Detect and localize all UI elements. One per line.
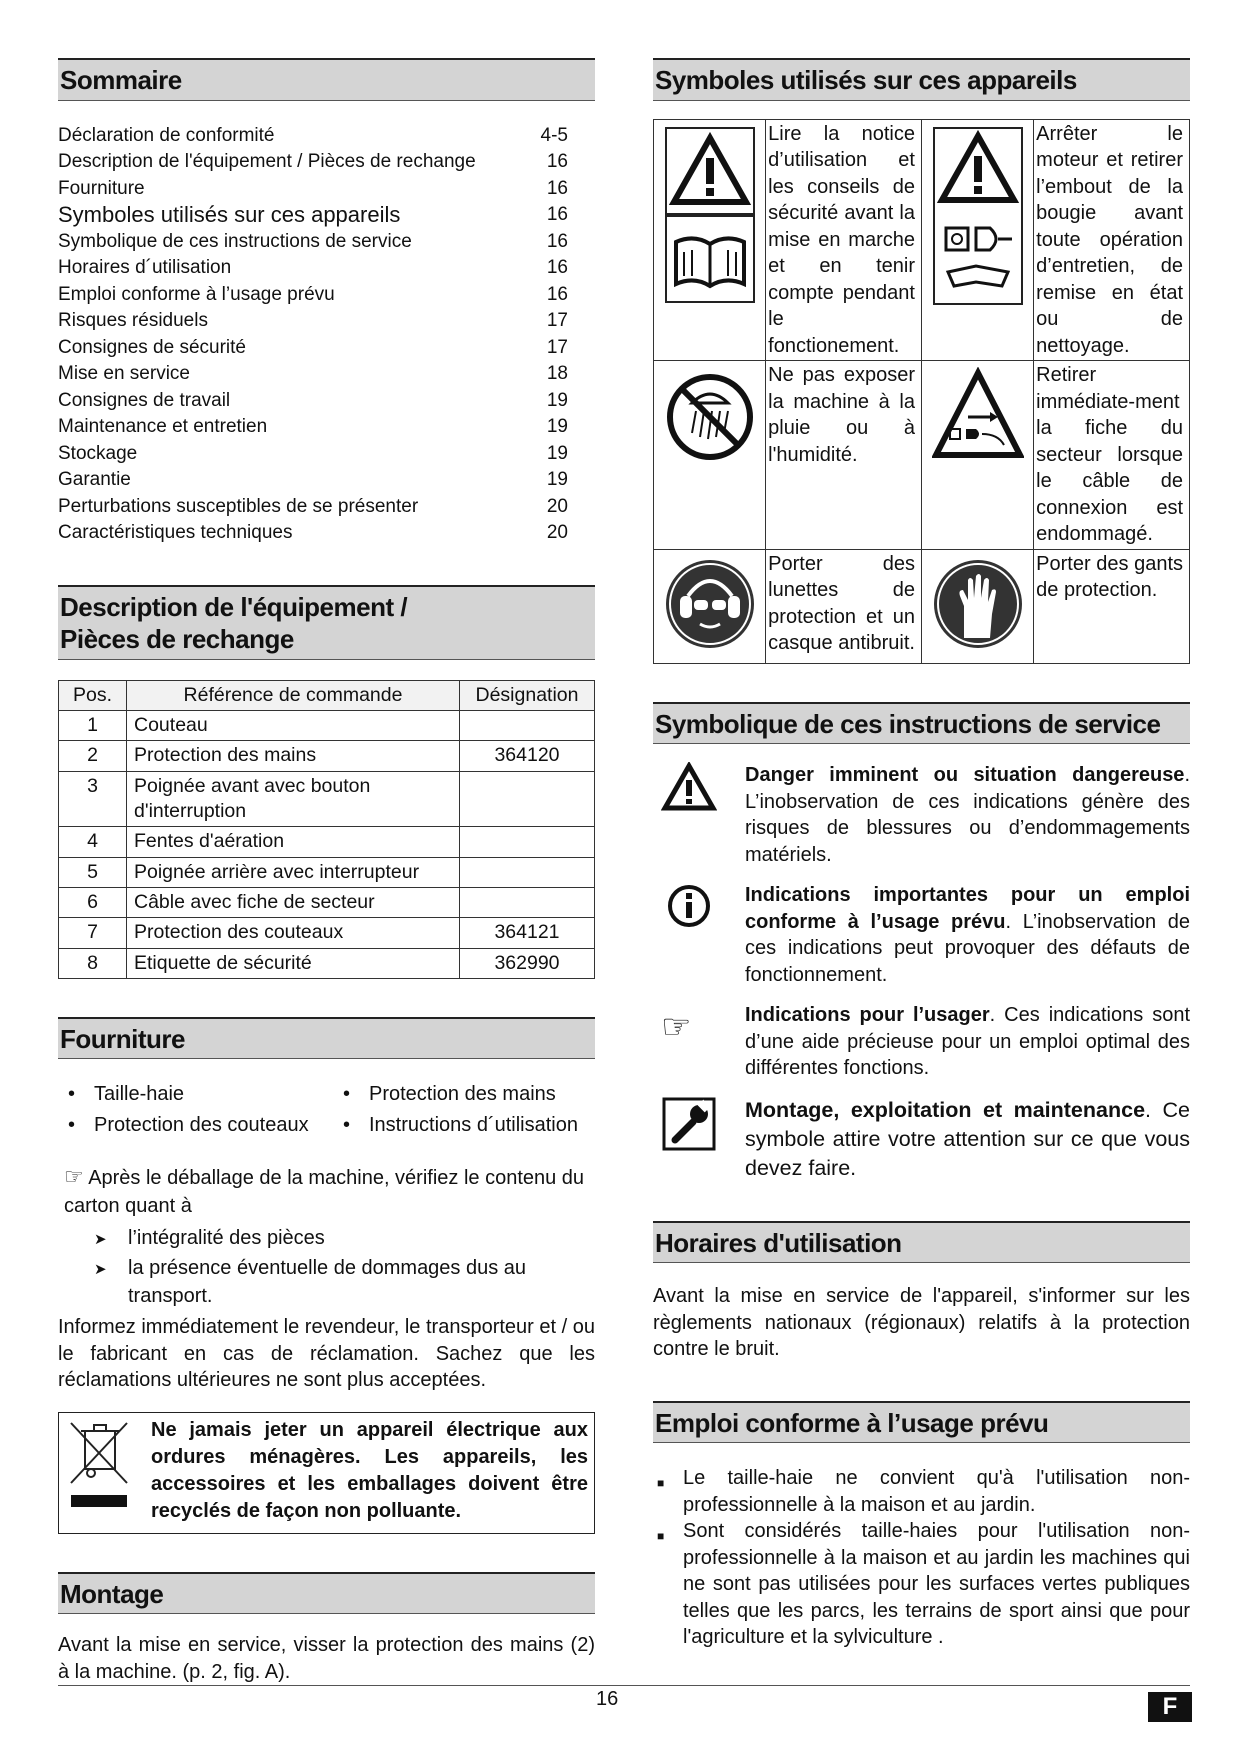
list-item: • Instructions d´utilisation bbox=[343, 1114, 578, 1137]
info-icon bbox=[653, 882, 745, 988]
symbols-table bbox=[653, 119, 1190, 664]
weee-notice-box: Ne jamais jeter un appareil électrique aux ordures ménagères. Les appareils, les accessoires et les emballages doivent être recyclés de façon non polluante. bbox=[58, 1412, 595, 1534]
description-heading: Description de l'équipement / Pièces de rechange bbox=[58, 585, 595, 660]
table-row: 7 Protection des couteaux 364121 bbox=[59, 918, 595, 948]
supply-list bbox=[68, 1079, 595, 1141]
horaires-heading: Horaires d'utilisation bbox=[653, 1221, 1190, 1264]
toc-entry[interactable]: Emploi conforme à l’usage prévu 16 bbox=[58, 283, 568, 305]
claim-notice: Informez immédiatement le revendeur, le transporteur et / ou le fabricant en cas de réclamation. Sachez que les réclamations ultérieures ne sont plus acceptées. bbox=[58, 1316, 595, 1392]
symboles-heading: Symboles utilisés sur ces appareils bbox=[653, 58, 1190, 101]
montage-text: Avant la mise en service, visser la protection des mains (2) à la machine. (p. 2, fig. A). bbox=[58, 1634, 595, 1683]
pointing-hand-icon: ☞ bbox=[661, 1008, 692, 1046]
toc-entry[interactable]: Horaires d´utilisation 16 bbox=[58, 257, 568, 278]
pointing-hand-icon: ☞ bbox=[64, 1164, 84, 1190]
table-row: 6 Câble avec fiche de secteur bbox=[59, 887, 595, 917]
toc-entry[interactable]: Stockage 19 bbox=[58, 442, 568, 464]
page-number: 16 bbox=[596, 1688, 619, 1710]
column-header-des: Désignation bbox=[460, 680, 595, 710]
toc-entry[interactable]: Description de l'équipement / Pièces de rechange 16 bbox=[58, 151, 568, 172]
unplug-warning-icon bbox=[932, 450, 1024, 472]
unpacking-note: ☞ Après le déballage de la machine, vérifiez le contenu du carton quant à bbox=[64, 1164, 585, 1218]
left-column bbox=[58, 58, 595, 1685]
table-row: 3 Poignée avant avec bouton d'interruption bbox=[59, 771, 595, 827]
footer-rule bbox=[58, 1685, 1190, 1686]
table-row: Porter des lunettes de protection et un casque antibruit. Porter des gants de protection. bbox=[654, 549, 1190, 663]
list-item: Danger imminent ou situation dangereuse. L’inobservation de ces indications génère des risques de blessures ou d’endommagements matériels. bbox=[653, 762, 1190, 868]
list-item: ☞ Indications pour l’usager. Ces indications sont d’une aide précieuse pour un emploi optimal des différentes fonctions. bbox=[653, 1002, 1190, 1082]
toc-entry[interactable]: Fourniture 16 bbox=[58, 177, 568, 199]
toc-entry[interactable]: Perturbations susceptibles de se présenter 20 bbox=[58, 495, 568, 517]
right-column bbox=[653, 58, 1190, 1651]
horaires-text: Avant la mise en service de l'appareil, s'informer sur les règlements nationaux (régionaux) relatifs à la protection contre le bruit. bbox=[653, 1285, 1190, 1360]
column-header-pos: Pos. bbox=[59, 680, 127, 710]
toc-entry[interactable]: Déclaration de conformité 4-5 bbox=[58, 124, 568, 146]
danger-icon bbox=[653, 762, 745, 868]
column-header-ref: Référence de commande bbox=[127, 680, 460, 710]
table-row: 2 Protection des mains 364120 bbox=[59, 741, 595, 771]
list-item: • Taille-haie bbox=[68, 1083, 185, 1106]
sommaire-heading: Sommaire bbox=[58, 58, 595, 101]
list-item: • Protection des couteaux bbox=[68, 1114, 309, 1137]
stop-engine-warning-icon bbox=[932, 289, 1024, 311]
toc-entry[interactable]: Caractéristiques techniques 20 bbox=[58, 522, 568, 543]
table-row: 8 Etiquette de sécurité 362990 bbox=[59, 948, 595, 978]
table-row: 5 Poignée arrière avec interrupteur bbox=[59, 857, 595, 887]
toc-entry[interactable]: Mise en service 18 bbox=[58, 363, 568, 384]
table-row: 1 Couteau bbox=[59, 710, 595, 740]
table-header-row bbox=[59, 680, 595, 710]
symbolique-heading: Symbolique de ces instructions de service bbox=[653, 702, 1190, 745]
list-item: • Protection des mains bbox=[343, 1083, 556, 1106]
list-item: ■ Le taille-haie ne convient qu'à l'utilisation non-professionnelle à la maison et au jardin. bbox=[657, 1467, 1190, 1516]
toc-entry[interactable]: Symboles utilisés sur ces appareils 16 bbox=[58, 202, 568, 227]
toc-entry[interactable]: Consignes de travail 19 bbox=[58, 389, 568, 411]
toc-entry[interactable]: Consignes de sécurité 17 bbox=[58, 336, 568, 358]
table-row: Ne pas exposer la machine à la pluie ou à l'humidité. Retirer immédiate-ment la fiche du secteur lorsque le câble de connexion est endommagé. bbox=[654, 361, 1190, 550]
fourniture-heading: Fourniture bbox=[58, 1017, 595, 1060]
table-row: 4 Fentes d'aération bbox=[59, 827, 595, 857]
no-rain-icon bbox=[664, 450, 756, 472]
read-manual-warning-icon bbox=[664, 289, 756, 311]
gloves-icon bbox=[930, 639, 1026, 661]
check-list bbox=[94, 1224, 595, 1310]
parts-table bbox=[58, 680, 595, 979]
wrench-icon bbox=[653, 1096, 745, 1183]
toc-entry[interactable]: Risques résiduels 17 bbox=[58, 310, 568, 331]
toc-entry[interactable]: Symbolique de ces instructions de service 16 bbox=[58, 230, 568, 252]
emploi-heading: Emploi conforme à l’usage prévu bbox=[653, 1401, 1190, 1444]
crossed-bin-icon bbox=[65, 1417, 151, 1525]
montage-heading: Montage bbox=[58, 1572, 595, 1615]
table-of-contents bbox=[58, 123, 568, 547]
toc-entry[interactable]: Maintenance et entretien 19 bbox=[58, 416, 568, 437]
list-item: ➤ la présence éventuelle de dommages dus au transport. bbox=[94, 1257, 527, 1308]
list-item: ➤ l’intégralité des pièces bbox=[94, 1227, 325, 1250]
emploi-list bbox=[653, 1465, 1190, 1651]
list-item: ■ Sont considérés taille-haies pour l'utilisation non-professionnelle à la maison et au jardin les machines qui ne sont pas utilisées pour les surfaces vertes publiques telles que les parcs, les terrains de sport ainsi que pour l'agriculture et la sylviculture . bbox=[657, 1520, 1190, 1648]
table-row: Lire la notice d’utilisation et les conseils de sécurité avant la mise en marche et en tenir compte pendant le fonctionement. Arrêter le moteur et retirer l’embout de la bougie avant toute opération d’entretien, de remise en état ou de nettoyage. bbox=[654, 119, 1190, 361]
goggles-earmuffs-icon bbox=[662, 639, 758, 661]
language-badge: F bbox=[1148, 1692, 1192, 1722]
list-item: Indications importantes pour un emploi conforme à l’usage prévu. L’inobservation de ces indications peut provoquer des défauts de fonctionnement. bbox=[653, 882, 1190, 988]
toc-entry[interactable]: Garantie 19 bbox=[58, 469, 568, 490]
list-item: Montage, exploitation et maintenance. Ce symbole attire votre attention sur ce que vous devez faire. bbox=[653, 1096, 1190, 1183]
